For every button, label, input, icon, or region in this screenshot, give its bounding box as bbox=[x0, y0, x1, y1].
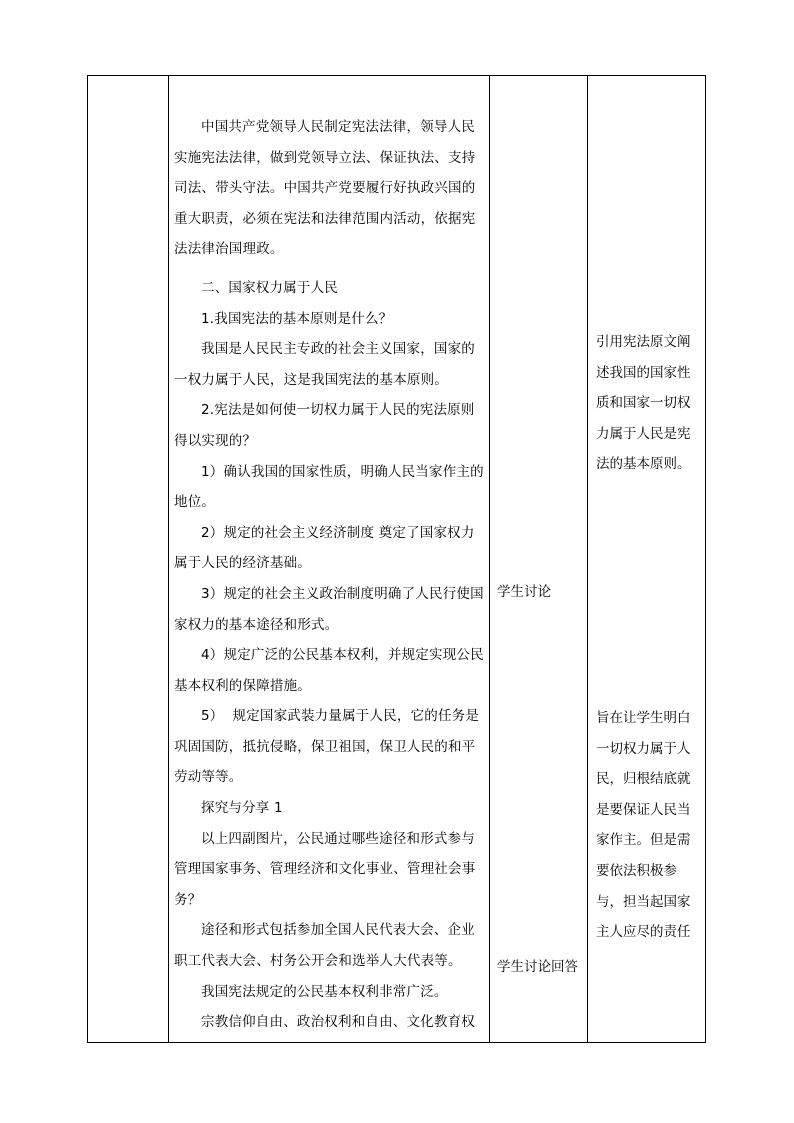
column-divider-3 bbox=[587, 76, 588, 1042]
point-1: 1）确认我国的国家性质，明确人民当家作主的地位。 bbox=[174, 463, 484, 511]
point-5: 5） 规定国家武装力量属于人民，它的任务是巩固国防，抵抗侵略，保卫祖国，保卫人民的和平劳动等等。 bbox=[174, 708, 480, 786]
explore-share-heading: 探究与分享 1 bbox=[201, 800, 283, 817]
rights-list: 宗教信仰自由、政治权利和自由、文化教育权 bbox=[201, 1014, 475, 1031]
design-intent-text: 旨在让学生明白一切权力属于人民，归根结底就是要保证人民当家作主。但是需要依法积极参与，担当起国家主人应尽的责任 bbox=[596, 710, 691, 941]
lesson-plan-table bbox=[87, 75, 706, 1043]
point-4: 4）规定广泛的公民基本权利，并规定实现公民基本权利的保障措施。 bbox=[174, 647, 484, 694]
question-1: 1.我国宪法的基本原则是什么？ bbox=[201, 310, 393, 327]
teaching-content-column bbox=[174, 112, 486, 1038]
column-divider-2 bbox=[489, 76, 490, 1042]
student-activity-discussion: 学生讨论 bbox=[497, 584, 551, 600]
design-intent-1 bbox=[596, 327, 701, 480]
design-intent-2 bbox=[596, 703, 701, 948]
content-paragraph: 中国共产党领导人民制定宪法法律，领导人民实施宪法法律，做到党领导立法、保证执法、支持司法、带头守法。中国共产党要履行好执政兴国的重大职责，必须在宪法和法律范围内活动，依据宪法法律治国理政。 bbox=[174, 119, 476, 258]
answer-1: 我国是人民民主专政的社会主义国家，国家的一权力属于人民，这是我国宪法的基本原则。 bbox=[174, 341, 475, 388]
design-intent-text: 引用宪法原文阐述我国的国家性质和国家一切权力属于人民是宪法的基本原则。 bbox=[596, 334, 691, 473]
point-3: 3）规定的社会主义政治制度明确了人民行使国家权力的基本途径和形式。 bbox=[174, 585, 484, 633]
explore-answer: 途径和形式包括参加全国人民代表大会、企业职工代表大会、村务公开会和选举人大代表等。 bbox=[174, 922, 475, 970]
explore-question: 以上四副图片，公民通过哪些途径和形式参与管理国家事务、管理经济和文化事业、管理社会事务？ bbox=[174, 830, 476, 908]
student-activity-discussion-answer: 学生讨论回答 bbox=[497, 959, 578, 975]
section-heading: 二、国家权力属于人民 bbox=[201, 279, 338, 296]
point-2: 2）规定的社会主义经济制度 奠定了国家权力属于人民的经济基础。 bbox=[174, 524, 475, 572]
rights-statement: 我国宪法规定的公民基本权利非常广泛。 bbox=[201, 983, 448, 1000]
question-2: 2.宪法是如何使一切权力属于人民的宪法原则得以实现的？ bbox=[174, 402, 475, 449]
column-divider-1 bbox=[168, 76, 169, 1042]
